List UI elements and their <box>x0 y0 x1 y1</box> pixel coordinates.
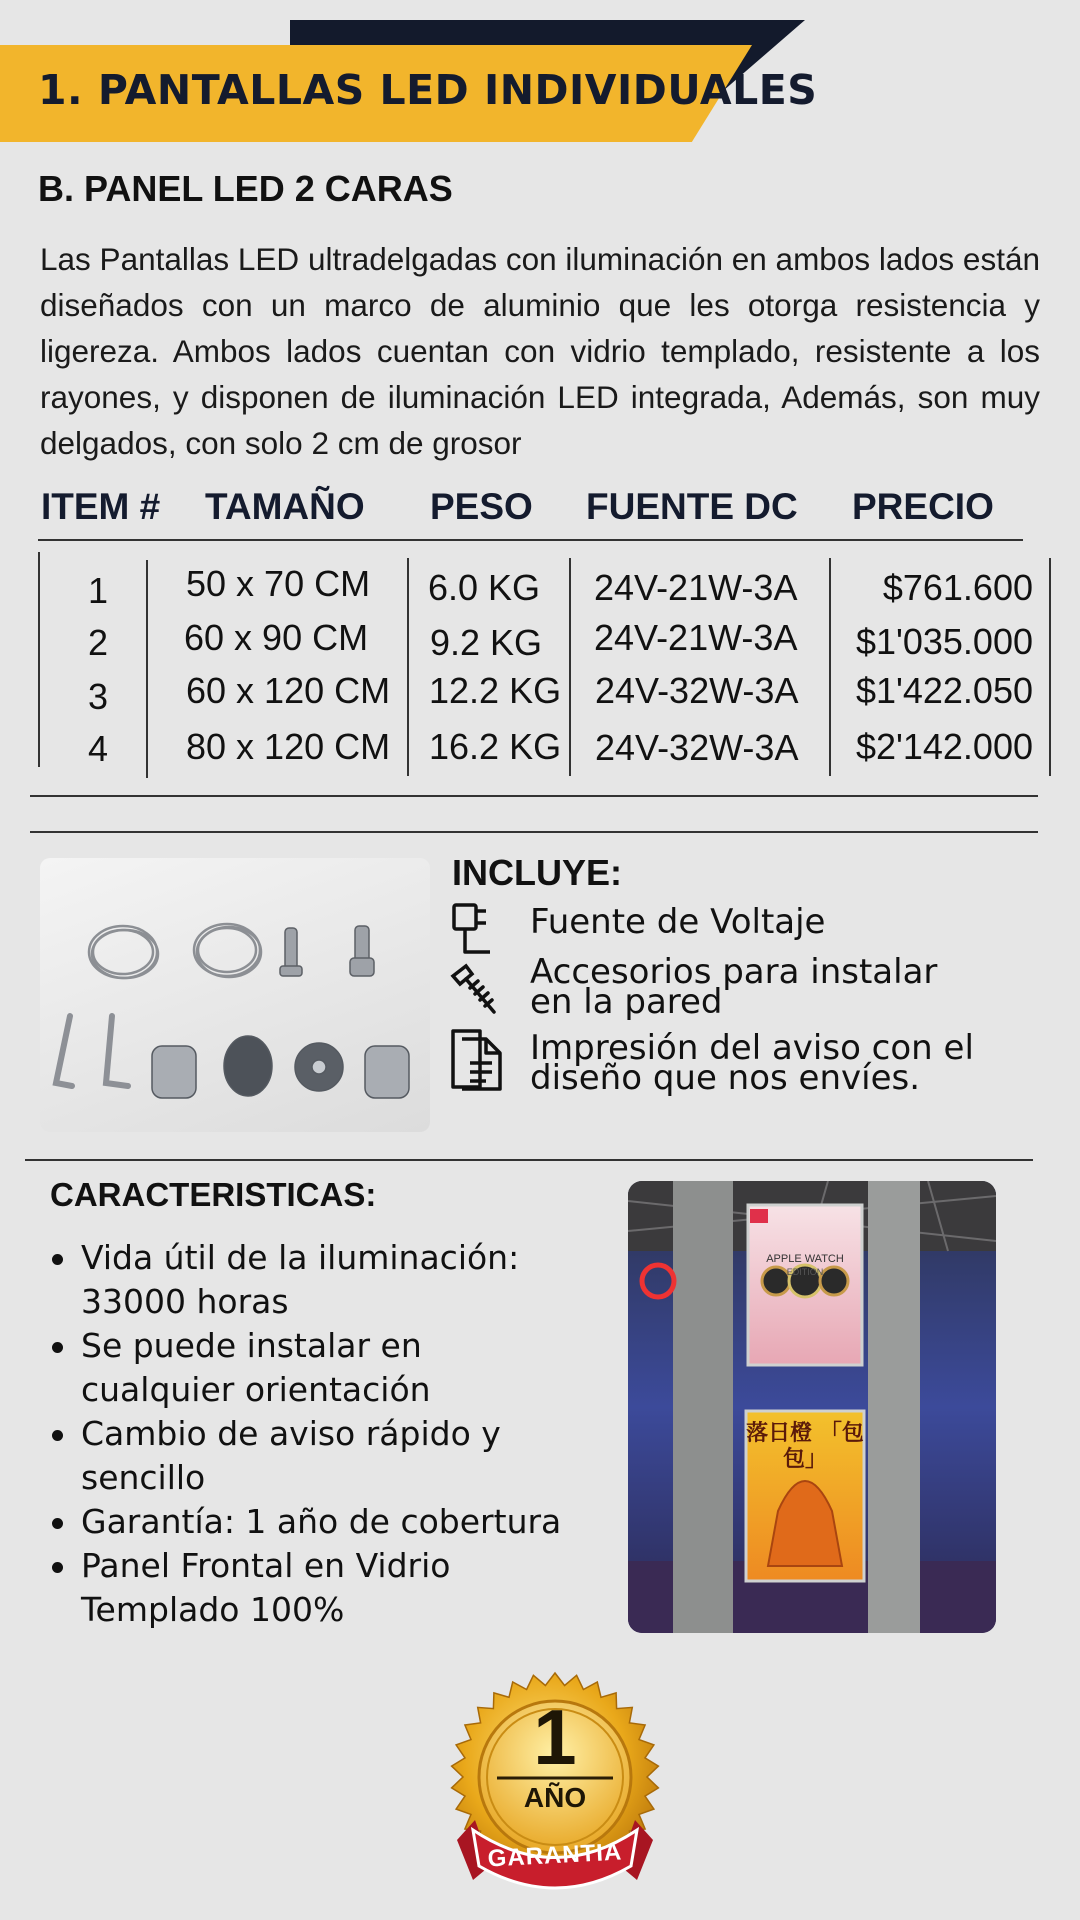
list-item <box>50 1236 610 1324</box>
photo-poster-top-sub: EDITION <box>786 1267 824 1277</box>
cell-power: 24V-32W-3A <box>595 670 799 711</box>
includes-item-line: Fuente de Voltaje <box>530 902 826 942</box>
photo-poster-top: APPLE WATCH <box>766 1253 844 1265</box>
table-divider <box>1049 558 1051 776</box>
cell-price: $1'422.050 <box>855 670 1033 711</box>
product-description: Las Pantallas LED ultradelgadas con iluminación en ambos lados están diseñados con un marco de aluminio que les otorga resistencia y ligereza. Ambos lados cuentan con vidrio templado, resistente a los rayones, y disponen de iluminación LED integrada, Además, son muy delgados, con solo 2 cm de grosor <box>40 241 1040 461</box>
section-title: 1. PANTALLAS LED INDIVIDUALES <box>38 66 818 114</box>
table-divider <box>146 560 148 778</box>
column-header-price: PRECIO <box>852 486 994 527</box>
section-divider <box>25 1159 1033 1161</box>
column-header-power: FUENTE DC <box>586 486 798 527</box>
includes-title: INCLUYE: <box>452 852 622 893</box>
includes-item-line: Impresión del aviso con el <box>530 1028 974 1068</box>
cell-power: 24V-21W-3A <box>594 617 798 658</box>
feature-line: Garantía: 1 año de cobertura <box>81 1502 562 1541</box>
table-bottom-rule <box>30 795 1038 797</box>
section-divider <box>30 831 1038 833</box>
feature-line: sencillo <box>81 1458 206 1497</box>
table-divider <box>38 552 40 767</box>
column-header-size: TAMAÑO <box>205 486 365 527</box>
cell-price: $2'142.000 <box>855 726 1033 767</box>
screw-icon <box>450 962 502 1018</box>
includes-item-line: en la pared <box>530 982 723 1022</box>
cell-item: 3 <box>88 676 109 717</box>
warranty-unit: AÑO <box>523 1782 587 1813</box>
table-divider <box>569 558 571 776</box>
power-adapter-icon <box>450 902 502 958</box>
product-subtitle: B. PANEL LED 2 CARAS <box>38 168 453 209</box>
cell-power: 24V-32W-3A <box>595 727 799 768</box>
list-item <box>50 1500 610 1544</box>
column-header-weight: PESO <box>430 486 533 527</box>
feature-line: 33000 horas <box>81 1282 289 1321</box>
cell-price: $1'035.000 <box>855 621 1033 662</box>
column-header-item: ITEM # <box>41 486 161 527</box>
cell-weight: 16.2 KG <box>429 726 562 767</box>
cell-item: 4 <box>88 728 109 769</box>
warranty-number: 1 <box>533 1693 577 1781</box>
includes-item <box>530 952 938 1022</box>
cell-power: 24V-21W-3A <box>594 567 798 608</box>
list-item <box>50 1544 610 1632</box>
table-divider <box>829 558 831 776</box>
list-item <box>50 1324 610 1412</box>
feature-line: Vida útil de la iluminación: <box>81 1238 520 1277</box>
includes-item <box>530 902 826 942</box>
cell-size: 60 x 90 CM <box>184 617 369 658</box>
features-list <box>50 1236 610 1632</box>
cell-weight: 6.0 KG <box>428 567 541 608</box>
table-header-rule <box>38 539 1023 541</box>
warranty-ribbon-label: GARANTIA <box>487 1838 623 1873</box>
includes-item-line: diseño que nos envíes. <box>530 1058 921 1098</box>
accessories-photo <box>40 858 430 1132</box>
document-icon <box>450 1027 502 1091</box>
photo-poster-bottom: 落日橙 「包包」 <box>746 1421 864 1472</box>
feature-line: Panel Frontal en Vidrio <box>81 1546 451 1585</box>
feature-line: Templado 100% <box>81 1590 345 1629</box>
feature-line: Cambio de aviso rápido y <box>81 1414 501 1453</box>
cell-size: 80 x 120 CM <box>186 726 391 767</box>
includes-item <box>530 1028 974 1098</box>
feature-line: Se puede instalar en <box>81 1326 422 1365</box>
cell-size: 60 x 120 CM <box>186 670 391 711</box>
cell-size: 50 x 70 CM <box>186 563 371 604</box>
list-item <box>50 1412 610 1500</box>
product-photo <box>628 1181 996 1633</box>
cell-item: 2 <box>88 622 109 663</box>
includes-item-line: Accesorios para instalar <box>530 952 938 992</box>
features-title: CARACTERISTICAS: <box>50 1176 377 1213</box>
cell-price: $761.600 <box>882 567 1033 608</box>
table-divider <box>407 558 409 776</box>
cell-weight: 12.2 KG <box>429 670 562 711</box>
feature-line: cualquier orientación <box>81 1370 431 1409</box>
warranty-seal <box>445 1670 665 1905</box>
cell-item: 1 <box>88 570 109 611</box>
cell-weight: 9.2 KG <box>430 622 543 663</box>
